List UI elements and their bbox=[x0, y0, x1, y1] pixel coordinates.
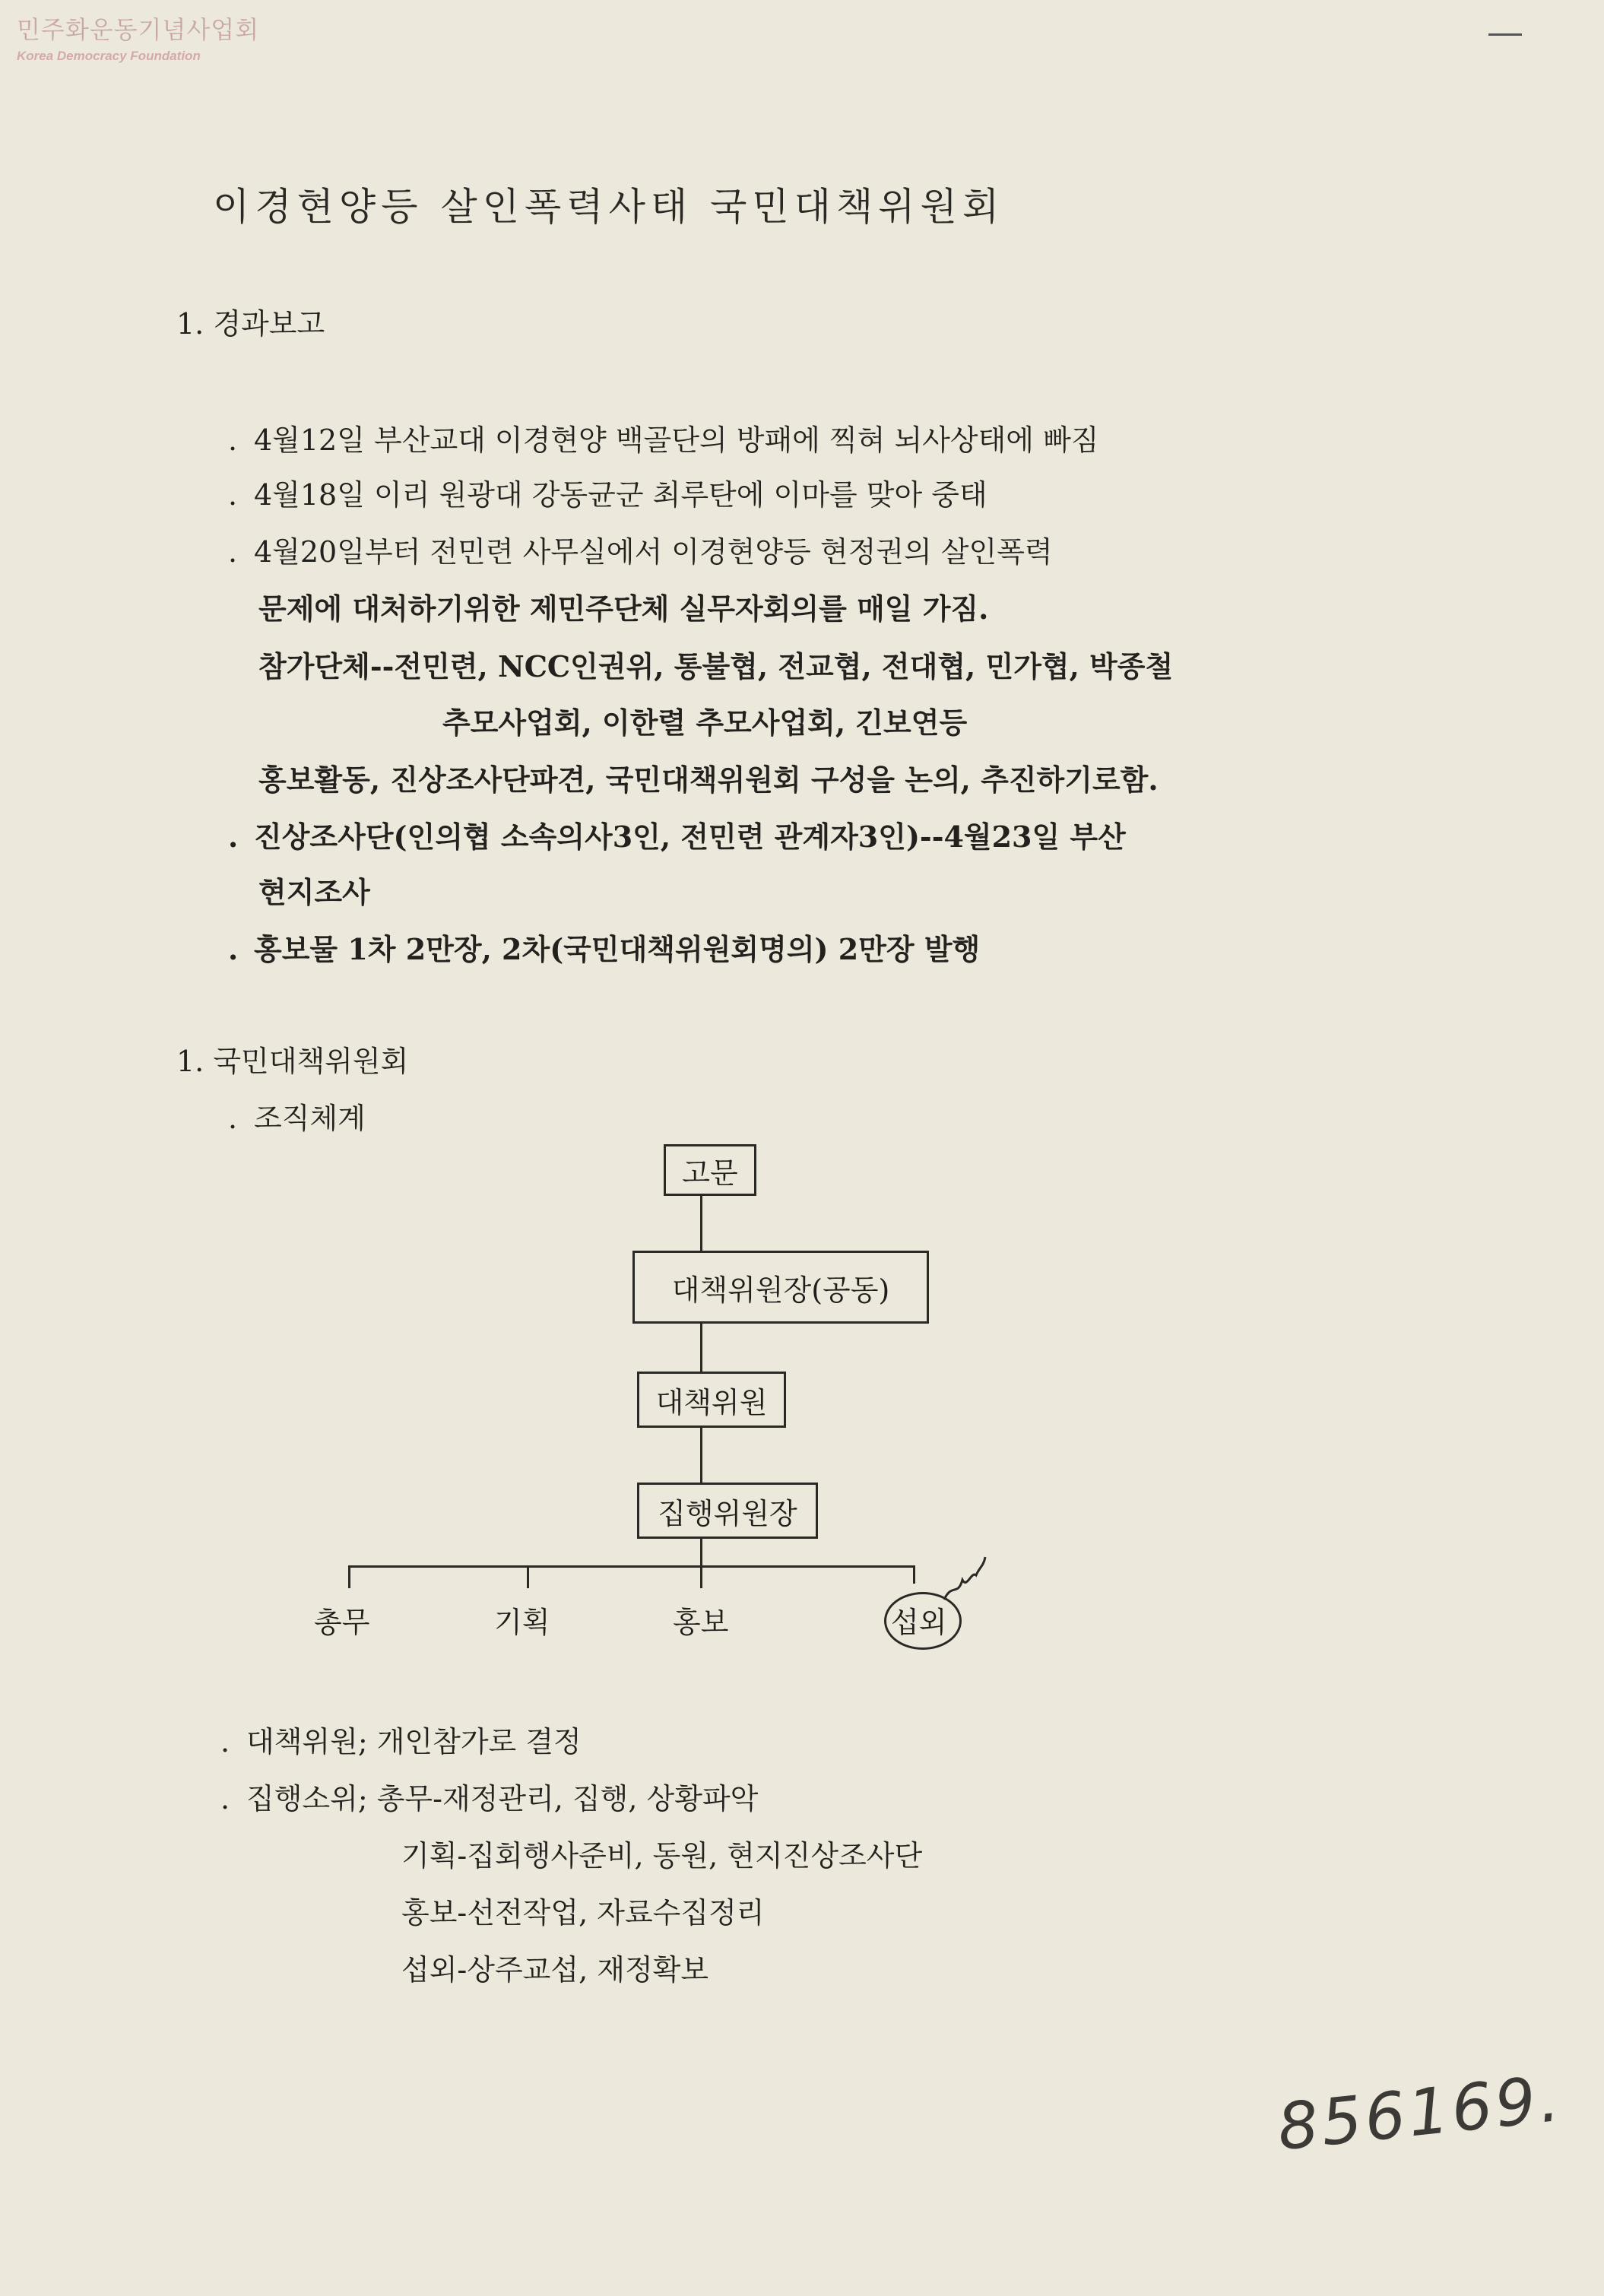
org-division-publicity: 홍보 bbox=[673, 1606, 729, 1639]
note-4: 홍보-선전작업, 자료수집정리 bbox=[401, 1896, 765, 1930]
note-5: 섭외-상주교섭, 재정확보 bbox=[401, 1953, 709, 1987]
report-line-7: 홍보활동, 진상조사단파견, 국민대책위원회 구성을 논의, 추진하기로함. bbox=[258, 763, 1159, 797]
handwritten-doc-number: 856169. bbox=[1273, 2060, 1566, 2165]
handwritten-squiggle-mark bbox=[941, 1552, 987, 1606]
report-line-9: 현지조사 bbox=[258, 875, 370, 909]
report-line-5: 참가단체--전민련, NCC인권위, 통불협, 전교협, 전대협, 민가협, 박종철 bbox=[258, 649, 1174, 683]
org-branch-tick-3 bbox=[700, 1565, 702, 1588]
report-line-1: . 4월12일 부산교대 이경현양 백골단의 방패에 찍혀 뇌사상태에 빠짐 bbox=[228, 423, 1099, 457]
note-2: . 집행소위; 총무-재정관리, 집행, 상황파악 bbox=[220, 1782, 759, 1816]
org-division-planning: 기획 bbox=[494, 1606, 550, 1639]
org-subheading-text: 조직체계 bbox=[254, 1102, 366, 1135]
report-line-3: . 4월20일부터 전민련 사무실에서 이경현양등 현정권의 살인폭력 bbox=[228, 535, 1053, 569]
report-line-4: 문제에 대처하기위한 제민주단체 실무자회의를 매일 가짐. bbox=[258, 591, 989, 626]
watermark-english: Korea Democracy Foundation bbox=[17, 49, 201, 63]
note-2-text: 집행소위; 총무-재정관리, 집행, 상황파악 bbox=[246, 1782, 759, 1816]
report-line-8: . 진상조사단(인의협 소속의사3인, 전민련 관계자3인)--4월23일 부산 bbox=[228, 820, 1126, 854]
report-line-10-text: 홍보물 1차 2만장, 2차(국민대책위원회명의) 2만장 발행 bbox=[254, 932, 981, 966]
report-line-10: . 홍보물 1차 2만장, 2차(국민대책위원회명의) 2만장 발행 bbox=[228, 932, 981, 966]
note-1: . 대책위원; 개인참가로 결정 bbox=[220, 1725, 582, 1758]
org-branch-tick-1 bbox=[348, 1565, 350, 1588]
report-line-1-text: 4월12일 부산교대 이경현양 백골단의 방패에 찍혀 뇌사상태에 빠짐 bbox=[254, 423, 1099, 457]
corner-dash bbox=[1488, 33, 1522, 36]
report-line-2: . 4월18일 이리 원광대 강동균군 최루탄에 이마를 맞아 중태 bbox=[228, 478, 987, 512]
org-connector-4 bbox=[700, 1539, 702, 1567]
note-3: 기획-집회행사준비, 동원, 현지진상조사단 bbox=[401, 1839, 923, 1873]
org-box-advisor: 고문 bbox=[664, 1144, 756, 1196]
org-division-general: 총무 bbox=[314, 1606, 370, 1639]
note-1-text: 대책위원; 개인참가로 결정 bbox=[246, 1725, 582, 1758]
section1-heading: 1. 경과보고 bbox=[176, 307, 325, 341]
org-box-members: 대책위원 bbox=[637, 1372, 786, 1428]
org-box-chair: 대책위원장(공동) bbox=[632, 1251, 929, 1324]
org-branch-tick-4 bbox=[913, 1565, 915, 1584]
report-line-3-text: 4월20일부터 전민련 사무실에서 이경현양등 현정권의 살인폭력 bbox=[254, 535, 1053, 569]
org-connector-2 bbox=[700, 1324, 702, 1372]
org-connector-3 bbox=[700, 1428, 702, 1483]
org-branch-line bbox=[348, 1565, 915, 1568]
org-branch-tick-2 bbox=[527, 1565, 529, 1588]
org-subheading: . 조직체계 bbox=[228, 1102, 366, 1135]
org-connector-1 bbox=[700, 1196, 702, 1251]
report-line-6: 추모사업회, 이한렬 추모사업회, 긴보연등 bbox=[442, 706, 968, 740]
watermark-korean: 민주화운동기념사업회 bbox=[17, 15, 260, 44]
watermark bbox=[17, 11, 259, 64]
report-line-2-text: 4월18일 이리 원광대 강동균군 최루탄에 이마를 맞아 중태 bbox=[254, 478, 987, 512]
section2-heading: 1. 국민대책위원회 bbox=[176, 1045, 409, 1078]
document-title: 이경현양등 살인폭력사태 국민대책위원회 bbox=[213, 185, 1005, 229]
org-box-exec: 집행위원장 bbox=[637, 1483, 818, 1539]
org-division-liaison: 섭외 bbox=[891, 1606, 947, 1639]
report-line-8-text: 진상조사단(인의협 소속의사3인, 전민련 관계자3인)--4월23일 부산 bbox=[254, 820, 1126, 854]
